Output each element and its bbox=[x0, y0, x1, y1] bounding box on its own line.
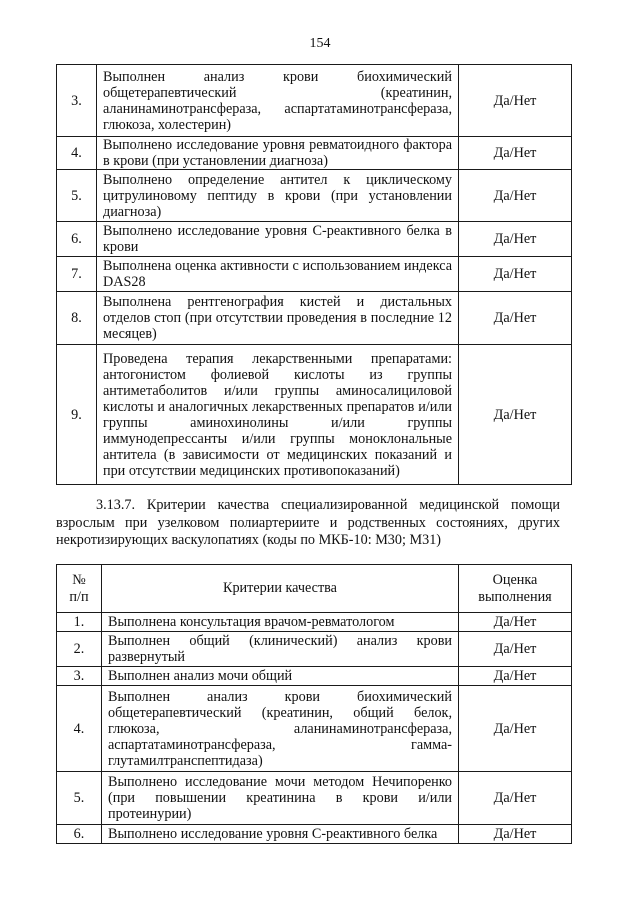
table-row bbox=[57, 137, 572, 170]
table-row bbox=[57, 292, 572, 345]
result-value: Да/Нет bbox=[459, 257, 572, 292]
table-row bbox=[57, 222, 572, 257]
section-heading-paragraph: 3.13.7. Критерии качества специализированной медицинской помощи взрослым при узелковом полиартериите и родственных состояниях, других некротизирующих васкулопатиях (коды по МКБ-10: М30; М31) bbox=[56, 497, 560, 548]
table-row bbox=[57, 686, 572, 772]
criterion-text: Выполнено исследование мочи методом Нечипоренко (при повышении креатинина в крови и/или протеинурии) bbox=[102, 772, 459, 825]
table-row bbox=[57, 772, 572, 825]
criterion-text: Выполнена консультация врачом-ревматологом bbox=[102, 613, 459, 632]
criterion-text: Выполнен анализ крови биохимический общетерапевтический (креатинин, общий белок, глюкоза, аланинаминотрансфераза, аспартатаминотрансфераза, гамма-глутамилтранспептидаза) bbox=[102, 686, 459, 772]
row-number: 5. bbox=[57, 170, 97, 222]
row-number: 1. bbox=[57, 613, 102, 632]
criterion-text: Выполнена рентгенография кистей и дистальных отделов стоп (при отсутствии проведения в последние 12 месяцев) bbox=[97, 292, 459, 345]
page-number: 154 bbox=[309, 36, 331, 51]
header-number-line1: № bbox=[72, 571, 86, 588]
table-row bbox=[57, 825, 572, 844]
table-row bbox=[57, 170, 572, 222]
result-value: Да/Нет bbox=[459, 632, 572, 667]
table-row bbox=[57, 257, 572, 292]
table-row bbox=[57, 65, 572, 137]
criterion-text: Выполнено исследование уровня С-реактивного белка в крови bbox=[97, 222, 459, 257]
result-value: Да/Нет bbox=[459, 667, 572, 686]
result-value: Да/Нет bbox=[459, 222, 572, 257]
criterion-text: Выполнено исследование уровня С-реактивного белка bbox=[102, 825, 459, 844]
header-result-line1: Оценка bbox=[492, 571, 538, 588]
header-result-line2: выполнения bbox=[478, 588, 552, 605]
table-row bbox=[57, 667, 572, 686]
criterion-text: Выполнен общий (клинический) анализ крови развернутый bbox=[102, 632, 459, 667]
row-number: 3. bbox=[57, 65, 97, 137]
result-value: Да/Нет bbox=[459, 292, 572, 345]
criterion-text: Выполнен анализ крови биохимический общетерапевтический (креатинин, аланинаминотрансфераза, аспартатаминотрансфераза, глюкоза, холестерин) bbox=[97, 65, 459, 137]
row-number: 6. bbox=[57, 825, 102, 844]
result-value: Да/Нет bbox=[459, 345, 572, 485]
criterion-text: Выполнено исследование уровня ревматоидного фактора в крови (при установлении диагноза) bbox=[97, 137, 459, 170]
row-number: 8. bbox=[57, 292, 97, 345]
criterion-text: Выполнена оценка активности с использованием индекса DAS28 bbox=[97, 257, 459, 292]
criterion-text: Выполнен анализ мочи общий bbox=[102, 667, 459, 686]
result-value: Да/Нет bbox=[459, 686, 572, 772]
table-header-row bbox=[57, 565, 572, 613]
row-number: 2. bbox=[57, 632, 102, 667]
criteria-table-top bbox=[56, 64, 572, 485]
row-number: 5. bbox=[57, 772, 102, 825]
table-row bbox=[57, 613, 572, 632]
result-value: Да/Нет bbox=[459, 772, 572, 825]
header-number bbox=[57, 565, 102, 613]
row-number: 4. bbox=[57, 137, 97, 170]
header-criterion: Критерии качества bbox=[102, 565, 459, 613]
header-result bbox=[459, 565, 572, 613]
row-number: 3. bbox=[57, 667, 102, 686]
criterion-text: Проведена терапия лекарственными препаратами: антогонистом фолиевой кислоты из группы антиметаболитов и/или группы аминосалициловой кислоты и аналогичных лекарственных препаратов и/или группы аминохинолины и/или группы иммунодепрессанты и/или группы моноклональные антитела (в зависимости от медицинских показаний и при отсутствии медицинских противопоказаний) bbox=[97, 345, 459, 485]
result-value: Да/Нет bbox=[459, 825, 572, 844]
result-value: Да/Нет bbox=[459, 613, 572, 632]
result-value: Да/Нет bbox=[459, 137, 572, 170]
result-value: Да/Нет bbox=[459, 170, 572, 222]
table-row bbox=[57, 345, 572, 485]
row-number: 9. bbox=[57, 345, 97, 485]
table-row bbox=[57, 632, 572, 667]
result-value: Да/Нет bbox=[459, 65, 572, 137]
row-number: 7. bbox=[57, 257, 97, 292]
criterion-text: Выполнено определение антител к циклическому цитрулиновому пептиду в крови (при установлении диагноза) bbox=[97, 170, 459, 222]
row-number: 4. bbox=[57, 686, 102, 772]
row-number: 6. bbox=[57, 222, 97, 257]
criteria-table-bottom bbox=[56, 564, 572, 844]
header-number-line2: п/п bbox=[69, 588, 89, 605]
